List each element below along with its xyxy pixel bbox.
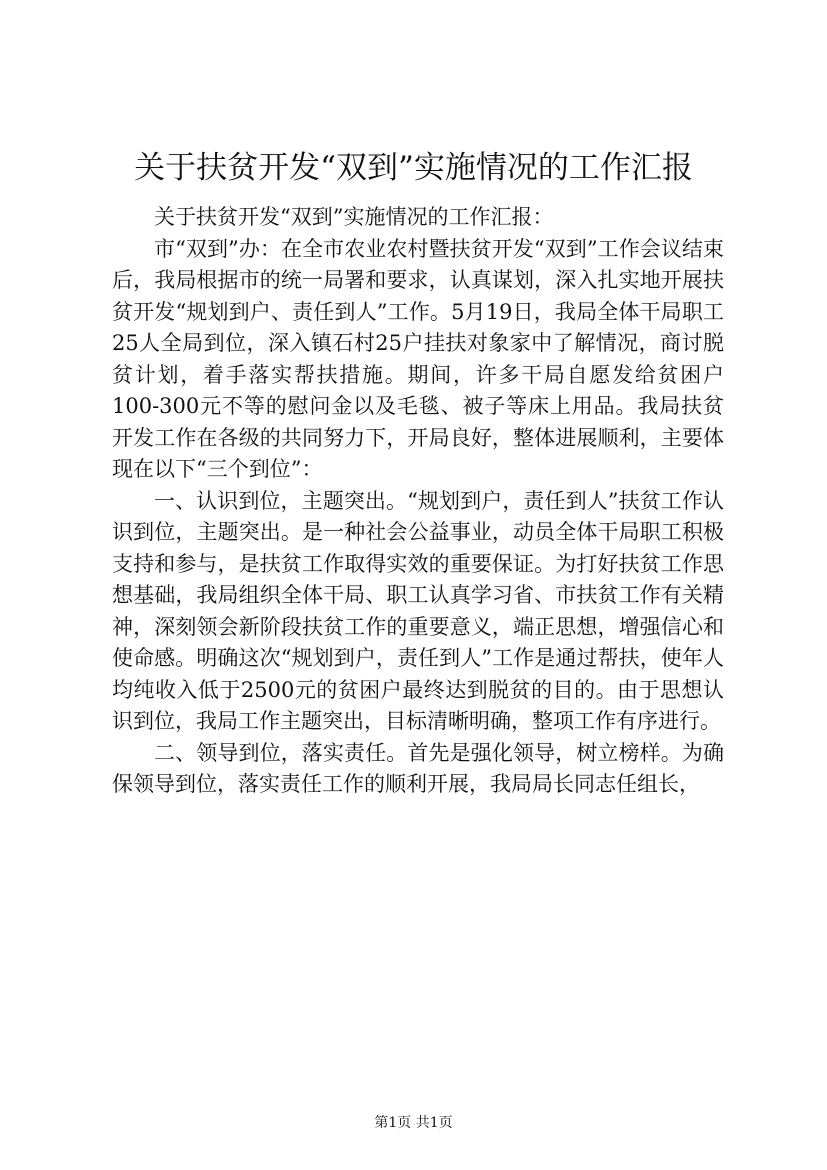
paragraph-section-one: 一、认识到位，主题突出。“规划到户，责任到人”扶贫工作认识到位，主题突出。是一种社会公益事业，动员全体干局职工积极支持和参与，是扶贫工作取得实效的重要保证。为打好扶贫工作思想基础，我局组织全体干局、职工认真学习省、市扶贫工作有关精神，深刻领会新阶段扶贫工作的重要意义，端正思想，增强信心和使命感。明确这次“规划到户，责任到人”工作是通过帮扶，使年人均纯收入低于2500元的贫困户最终达到脱贫的目的。由于思想认识到位，我局工作主题突出，目标清晰明确，整项工作有序进行。 xyxy=(112,488,724,733)
document-title: 关于扶贫开发“双到”实施情况的工作汇报 xyxy=(134,150,693,186)
paragraph-heading: 关于扶贫开发“双到”实施情况的工作汇报： xyxy=(154,205,554,229)
paragraph-intro: 市“双到”办：在全市农业农村暨扶贫开发“双到”工作会议结束后，我局根据市的统一局署和要求，认真谋划，深入扎实地开展扶贫开发“规划到户、责任到人”工作。5月19日，我局全体干局职工25人全局到位，深入镇石村25户挂扶对象家中了解情况，商讨脱贫计划，着手落实帮扶措施。期间，许多干局自愿发给贫困户100-300元不等的慰问金以及毛毯、被子等床上用品。我局扶贫开发工作在各级的共同努力下，开局良好，整体进展顺利，主要体现在以下“三个到位”： xyxy=(112,236,724,481)
document-body xyxy=(112,202,724,801)
paragraph-section-two: 二、领导到位，落实责任。首先是强化领导，树立榜样。为确保领导到位，落实责任工作的顺利开展，我局局长同志任组长， xyxy=(112,740,724,796)
page-footer: 第1页 共1页 xyxy=(374,1115,453,1131)
